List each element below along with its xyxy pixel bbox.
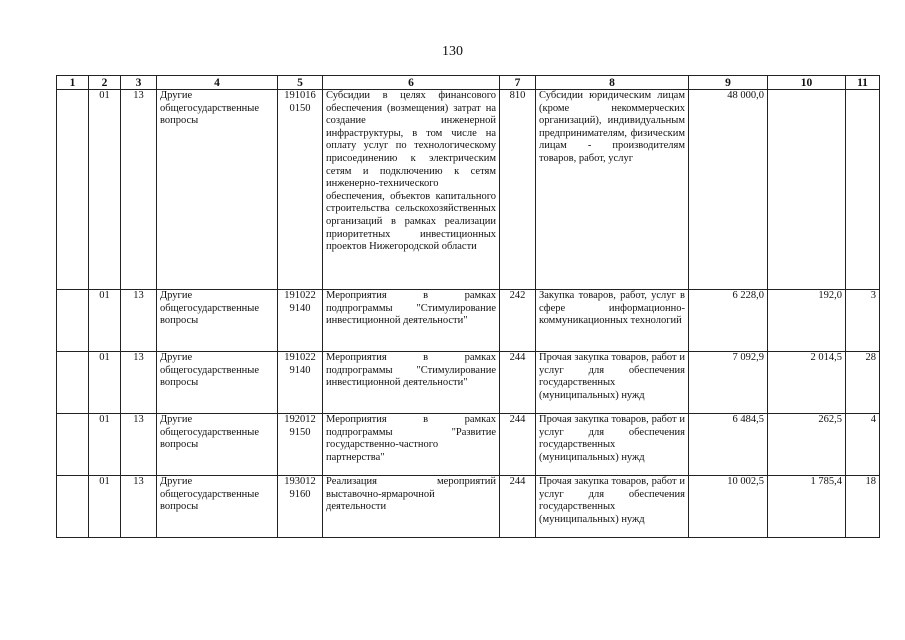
cell-target-code: 191016 0150 (278, 90, 323, 290)
cell-percent (846, 90, 880, 290)
col-header-8: 8 (536, 76, 689, 90)
cell-amount: 48 000,0 (689, 90, 768, 290)
cell-section-name: Другие общегосударственные вопросы (157, 90, 278, 290)
col-header-7: 7 (500, 76, 536, 90)
cell-target-name: Мероприятия в рамках подпрограммы "Развитие государственно-частного партнерства" (323, 414, 500, 476)
cell-target-name: Мероприятия в рамках подпрограммы "Стимулирование инвестиционной деятельности" (323, 290, 500, 352)
cell-subsection: 13 (121, 290, 157, 352)
cell-target-code: 193012 9160 (278, 476, 323, 538)
cell-section: 01 (89, 476, 121, 538)
cell-c1 (57, 290, 89, 352)
cell-amount: 6 484,5 (689, 414, 768, 476)
cell-target-code: 192012 9150 (278, 414, 323, 476)
cell-subsection: 13 (121, 414, 157, 476)
col-header-11: 11 (846, 76, 880, 90)
table-row (57, 352, 880, 414)
cell-target-code: 191022 9140 (278, 352, 323, 414)
cell-subsection: 13 (121, 476, 157, 538)
cell-amount-2 (768, 90, 846, 290)
cell-section: 01 (89, 90, 121, 290)
cell-subsection: 13 (121, 352, 157, 414)
cell-percent: 18 (846, 476, 880, 538)
cell-target-name: Субсидии в целях финансового обеспечения (возмещения) затрат на создание инженерной инфраструктуры, в том числе на оплату услуг по технологическому присоединению к электрическим сетям и подключению к сетям инженерно-технического обеспечения, объектов капитального строительства сельскохозяйственных организаций в рамках реализации приоритетных инвестиционных проектов Нижегородской области (323, 90, 500, 290)
cell-section-name: Другие общегосударственные вопросы (157, 290, 278, 352)
col-header-6: 6 (323, 76, 500, 90)
col-header-1: 1 (57, 76, 89, 90)
cell-section-name: Другие общегосударственные вопросы (157, 414, 278, 476)
cell-amount-2: 1 785,4 (768, 476, 846, 538)
cell-target-name: Мероприятия в рамках подпрограммы "Стимулирование инвестиционной деятельности" (323, 352, 500, 414)
cell-target-name: Реализация мероприятий выставочно-ярмарочной деятельности (323, 476, 500, 538)
cell-section: 01 (89, 290, 121, 352)
cell-amount-2: 2 014,5 (768, 352, 846, 414)
table-row (57, 414, 880, 476)
cell-percent: 28 (846, 352, 880, 414)
budget-table (56, 75, 880, 538)
cell-expense-code: 244 (500, 476, 536, 538)
cell-expense-code: 244 (500, 414, 536, 476)
cell-expense-name: Закупка товаров, работ, услуг в сфере информационно-коммуникационных технологий (536, 290, 689, 352)
cell-amount-2: 262,5 (768, 414, 846, 476)
cell-expense-code: 810 (500, 90, 536, 290)
header-row (57, 76, 880, 90)
cell-expense-code: 242 (500, 290, 536, 352)
table-row (57, 476, 880, 538)
cell-expense-code: 244 (500, 352, 536, 414)
cell-percent: 3 (846, 290, 880, 352)
table-row (57, 90, 880, 290)
cell-amount: 6 228,0 (689, 290, 768, 352)
col-header-10: 10 (768, 76, 846, 90)
cell-percent: 4 (846, 414, 880, 476)
cell-expense-name: Прочая закупка товаров, работ и услуг для обеспечения государственных (муниципальных) нужд (536, 476, 689, 538)
table-row (57, 290, 880, 352)
cell-section: 01 (89, 414, 121, 476)
cell-expense-name: Прочая закупка товаров, работ и услуг для обеспечения государственных (муниципальных) нужд (536, 352, 689, 414)
cell-c1 (57, 90, 89, 290)
cell-c1 (57, 352, 89, 414)
page-number: 130 (442, 44, 463, 59)
cell-target-code: 191022 9140 (278, 290, 323, 352)
cell-c1 (57, 414, 89, 476)
col-header-4: 4 (157, 76, 278, 90)
cell-section-name: Другие общегосударственные вопросы (157, 476, 278, 538)
col-header-2: 2 (89, 76, 121, 90)
cell-subsection: 13 (121, 90, 157, 290)
col-header-3: 3 (121, 76, 157, 90)
cell-section: 01 (89, 352, 121, 414)
col-header-9: 9 (689, 76, 768, 90)
cell-expense-name: Субсидии юридическим лицам (кроме некоммерческих организаций), индивидуальным предпринимателям, физическим лицам - производителям товаров, работ, услуг (536, 90, 689, 290)
cell-section-name: Другие общегосударственные вопросы (157, 352, 278, 414)
cell-amount-2: 192,0 (768, 290, 846, 352)
cell-expense-name: Прочая закупка товаров, работ и услуг для обеспечения государственных (муниципальных) нужд (536, 414, 689, 476)
cell-amount: 7 092,9 (689, 352, 768, 414)
cell-amount: 10 002,5 (689, 476, 768, 538)
col-header-5: 5 (278, 76, 323, 90)
cell-c1 (57, 476, 89, 538)
